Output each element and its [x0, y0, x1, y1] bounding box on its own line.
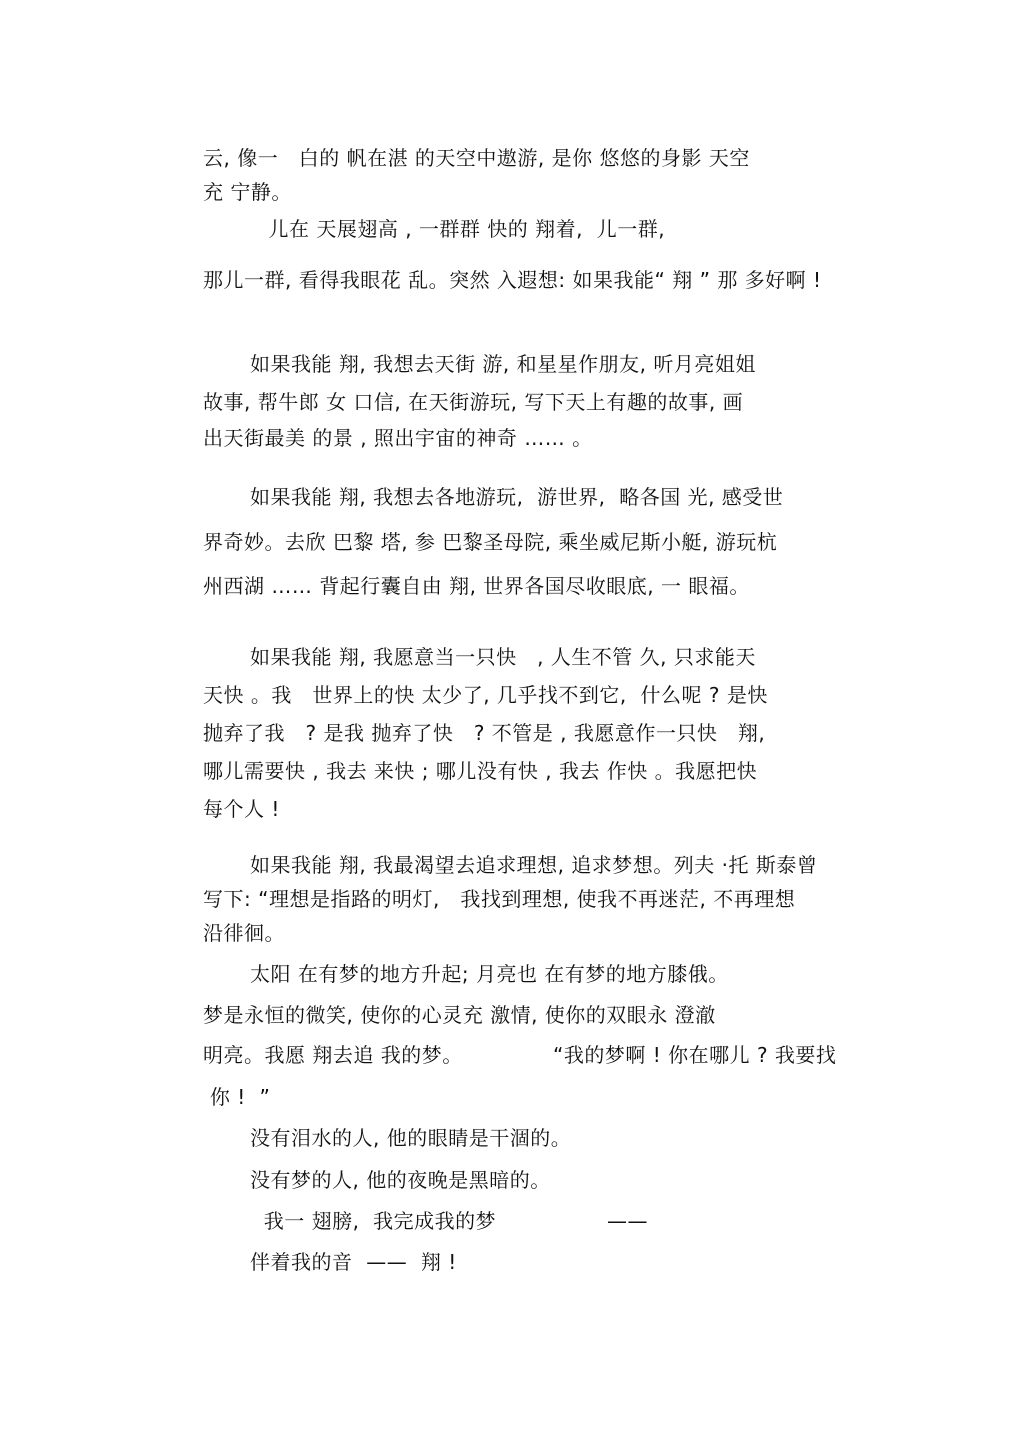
text-line: 你 ! ”	[203, 1085, 271, 1109]
text-line: 没有泪水的人, 他的眼睛是干涸的。	[250, 1126, 572, 1150]
text-line: “我的梦啊 ! 你在哪儿 ? 我要找	[553, 1043, 837, 1067]
text-line: 州西湖 …… 背起行囊自由 翔, 世界各国尽收眼底, 一 眼福。	[203, 574, 750, 598]
text-line: 如果我能 翔, 我愿意当一只快 , 人生不管 久, 只求能天	[250, 645, 756, 669]
text-line: 伴着我的音 —— 翔 !	[250, 1250, 457, 1274]
text-line: 没有梦的人, 他的夜晚是黑暗的。	[250, 1168, 551, 1192]
text-line: 沿徘徊。	[203, 921, 285, 945]
text-line: 界奇妙。去欣 巴黎 塔, 参 巴黎圣母院, 乘坐威尼斯小艇, 游玩杭	[203, 530, 778, 554]
text-line: 如果我能 翔, 我想去各地游玩, 游世界, 略各国 光, 感受世	[250, 485, 784, 509]
text-line: 如果我能 翔, 我最渴望去追求理想, 追求梦想。列夫 ·托 斯泰曾	[250, 853, 818, 877]
text-line: 儿在 天展翅高 , 一群群 快的 翔着, 儿一群,	[248, 217, 666, 241]
text-line: 我一 翅膀, 我完成我的梦	[250, 1209, 497, 1233]
text-line: 抛弃了我 ? 是我 抛弃了快 ? 不管是 , 我愿意作一只快 翔,	[203, 721, 766, 745]
text-line: 故事, 帮牛郎 女 口信, 在天街游玩, 写下天上有趣的故事, 画	[203, 390, 744, 414]
text-line: 哪儿需要快 , 我去 来快 ; 哪儿没有快 , 我去 作快 。我愿把快	[203, 759, 758, 783]
text-line: 每个人 !	[203, 797, 280, 821]
text-line: 明亮。我愿 翔去追 我的梦。	[203, 1043, 463, 1067]
text-line: 天快 。我 世界上的快 太少了, 几乎找不到它, 什么呢 ? 是快	[203, 683, 768, 707]
text-line: ——	[607, 1209, 648, 1233]
text-line: 云, 像一 白的 帆在湛 的天空中遨游, 是你 悠悠的身影 天空	[203, 146, 750, 170]
text-line: 写下: “理想是指路的明灯, 我找到理想, 使我不再迷茫, 不再理想	[203, 887, 796, 911]
text-line: 出天街最美 的景 , 照出宇宙的神奇 …… 。	[203, 426, 593, 450]
text-line: 太阳 在有梦的地方升起; 月亮也 在有梦的地方膝俄。	[250, 962, 729, 986]
text-line: 如果我能 翔, 我想去天街 游, 和星星作朋友, 听月亮姐姐	[250, 352, 756, 376]
text-line: 梦是永恒的微笑, 使你的心灵充 激情, 使你的双眼永 澄澈	[203, 1003, 716, 1027]
text-line: 那儿一群, 看得我眼花 乱。突然 入遐想: 如果我能“ 翔 ” 那 多好啊 !	[203, 268, 822, 292]
text-line: 充 宁静。	[203, 180, 292, 204]
